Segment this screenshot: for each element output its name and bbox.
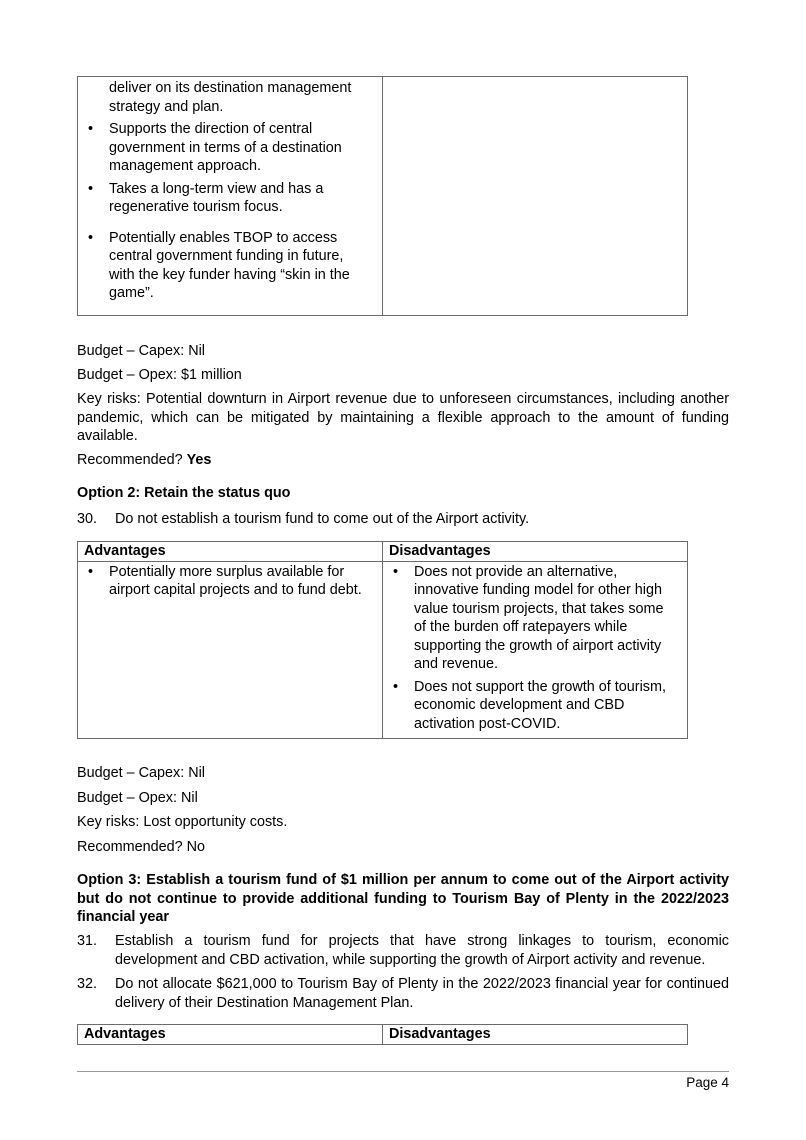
item-text: Establish a tourism fund for projects that have strong linkages to tourism, economic development and CBD activation, while supporting the growth of Airport activity and revenue. [115,933,729,968]
advantages-list [78,120,382,303]
table-header-row [78,542,688,562]
disadvantages-cell [383,77,688,316]
option1-recommended [77,451,729,470]
option1-opex: Budget – Opex: $1 million [77,367,242,383]
item-number: 32. [77,976,98,992]
option2-recommended: Recommended? No [77,839,205,855]
advantages-header: Advantages [78,1025,383,1045]
disadvantages-cell [383,561,688,738]
disadvantages-header: Disadvantages [383,542,688,562]
recommended-label: Recommended? [77,452,187,468]
advantages-cell [78,77,383,316]
footer-divider [77,1071,729,1072]
numbered-item-31 [77,932,729,969]
numbered-item-30 [77,510,729,529]
table-header-row [78,1025,688,1045]
disadvantages-header: Disadvantages [383,1025,688,1045]
item-number: 31. [77,933,98,949]
option2-heading: Option 2: Retain the status quo [77,485,291,501]
option3-table [77,1024,688,1045]
option3-heading: Option 3: Establish a tourism fund of $1 million per annum to come out of the Airport activity but do not continue to provide additional funding to Tourism Bay of Plenty in the 2022/2023 financial year [77,872,729,925]
option2-capex: Budget – Capex: Nil [77,765,205,781]
option2-opex: Budget – Opex: Nil [77,790,198,806]
disadvantages-list [383,563,687,734]
numbered-item-32 [77,975,729,1012]
list-item: • Takes a long-term view and has a regenerative tourism focus. [78,180,372,217]
list-item: • Potentially enables TBOP to access central government funding in future, with the key funder having “skin in the game”. [78,229,372,303]
item-number: 30. [77,511,98,527]
option1-key-risks: Key risks: Potential downturn in Airport revenue due to unforeseen circumstances, including another pandemic, which can be mitigated by maintaining a flexible approach to the amount of funding available. [77,391,729,444]
option2-table [77,541,688,739]
page-number: Page 4 [686,1075,729,1090]
option1-advantages-table [77,76,688,316]
item-text: Do not establish a tourism fund to come out of the Airport activity. [115,511,530,527]
advantages-continued-text: deliver on its destination management strategy and plan. [109,80,352,115]
list-item: • Does not support the growth of tourism, economic development and CBD activation post-COVID. [383,678,679,734]
table-row [78,77,688,316]
list-item: • Does not provide an alternative, innovative funding model for other high value tourism projects, that takes some of the burden off ratepayers while supporting the growth of airport activity and revenue. [383,563,679,674]
recommended-value: Yes [186,452,212,468]
option2-key-risks: Key risks: Lost opportunity costs. [77,814,288,830]
option1-capex: Budget – Capex: Nil [77,343,205,359]
table-row [78,561,688,738]
advantages-header: Advantages [78,542,383,562]
advantages-cell [78,561,383,738]
advantages-list [78,563,382,600]
item-text: Do not allocate $621,000 to Tourism Bay of Plenty in the 2022/2023 financial year for continued delivery of their Destination Management Plan. [115,976,729,1011]
list-item: • Supports the direction of central government in terms of a destination management approach. [78,120,372,176]
list-item: • Potentially more surplus available for airport capital projects and to fund debt. [78,563,374,600]
